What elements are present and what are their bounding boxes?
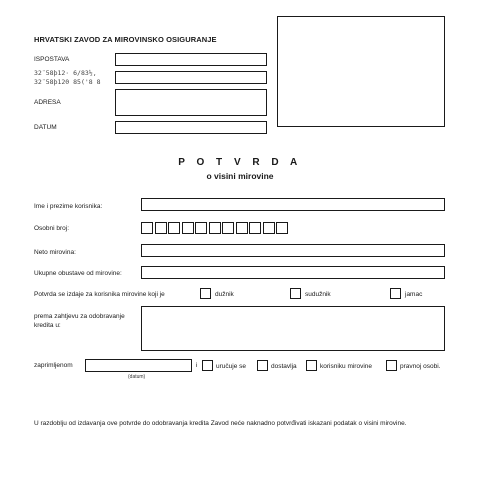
pravnoj-checkbox[interactable]: [386, 360, 397, 371]
institution-name: HRVATSKI ZAVOD ZA MIROVINSKO OSIGURANJE: [34, 35, 217, 44]
oib-digit-box[interactable]: [249, 222, 261, 234]
datum-label: DATUM: [34, 124, 57, 131]
pravnoj-label: pravnoj osobi.: [400, 363, 441, 370]
obustave-label: Ukupne obustave od mirovine:: [34, 270, 122, 277]
and-label: i: [196, 362, 198, 369]
urucuje-label: uručuje se: [216, 363, 246, 370]
ispostava-label: ISPOSTAVA: [34, 56, 70, 63]
oib-digit-box[interactable]: [182, 222, 194, 234]
korisniku-label: korisniku mirovine: [320, 363, 373, 370]
office-code-line-2: 32¨58þ120 85('8 8: [34, 78, 101, 86]
document-title: P O T V R D A: [178, 157, 302, 168]
adresa-label: ADRESA: [34, 99, 61, 106]
suduznik-label: sudužnik: [305, 291, 331, 298]
duznik-checkbox[interactable]: [200, 288, 211, 299]
oib-digit-box[interactable]: [141, 222, 153, 234]
received-date-field[interactable]: [85, 359, 192, 372]
issued-for-label: Potvrda se izdaje za korisnika mirovine koji je: [34, 291, 165, 298]
document-subtitle: o visini mirovine: [206, 171, 274, 181]
footer-note: U razdoblju od izdavanja ove potvrde do odobravanja kredita Zavod neće naknadno potvrđivati iskazani podatak o visini mirovine.: [34, 420, 407, 427]
datum-field[interactable]: [115, 121, 267, 134]
jamac-label: jamac: [405, 291, 423, 298]
jamac-checkbox[interactable]: [390, 288, 401, 299]
request-label: prema zahtjevu za odobravanje kredita u:: [34, 313, 125, 329]
urucuje-checkbox[interactable]: [202, 360, 213, 371]
oib-digit-box[interactable]: [236, 222, 248, 234]
oib-digit-box[interactable]: [168, 222, 180, 234]
office-code-line-1: 32¨58þ12· 6/83½,: [34, 69, 97, 77]
oib-label: Osobni broj:: [34, 225, 70, 232]
ispostava-field[interactable]: [115, 53, 267, 66]
office-code-field[interactable]: [115, 71, 267, 84]
oib-digit-box[interactable]: [222, 222, 234, 234]
oib-digit-box[interactable]: [209, 222, 221, 234]
adresa-field[interactable]: [115, 89, 267, 116]
oib-digit-box[interactable]: [276, 222, 288, 234]
oib-digit-box[interactable]: [263, 222, 275, 234]
zaprimljenom-label: zaprimljenom: [34, 362, 73, 369]
dostavlja-label: dostavlja: [271, 363, 297, 370]
bank-field[interactable]: [141, 306, 445, 351]
name-field[interactable]: [141, 198, 445, 211]
neto-label: Neto mirovina:: [34, 249, 76, 256]
name-label: Ime i prezime korisnika:: [34, 203, 103, 210]
oib-digit-box[interactable]: [195, 222, 207, 234]
datum-hint: (datum): [128, 374, 146, 380]
korisniku-checkbox[interactable]: [306, 360, 317, 371]
obustave-field[interactable]: [141, 266, 445, 279]
dostavlja-checkbox[interactable]: [257, 360, 268, 371]
stamp-box: [277, 16, 445, 127]
neto-field[interactable]: [141, 244, 445, 257]
duznik-label: dužnik: [215, 291, 234, 298]
suduznik-checkbox[interactable]: [290, 288, 301, 299]
oib-digit-box[interactable]: [155, 222, 167, 234]
